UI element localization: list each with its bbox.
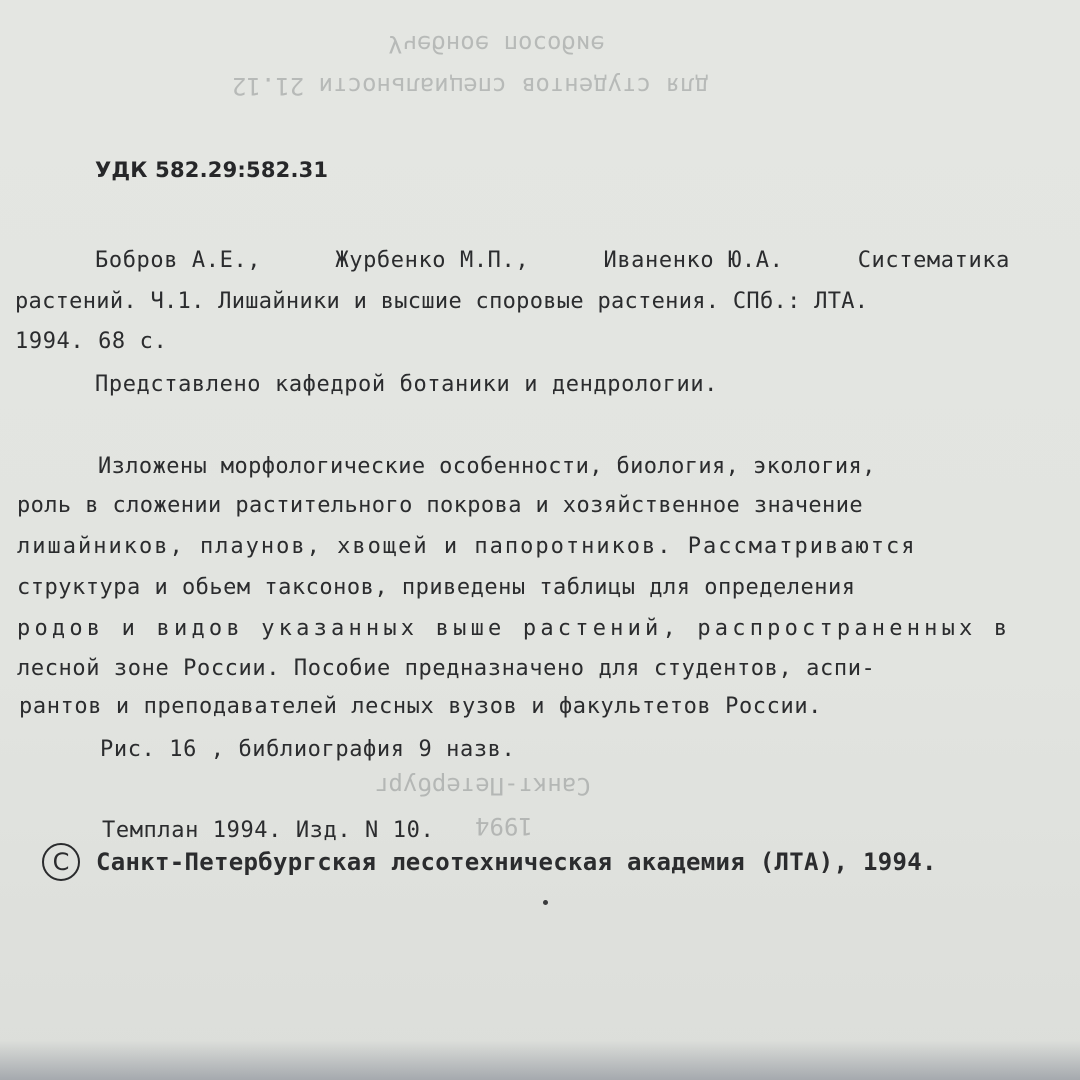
abstract-line-5: родов и видов указанных выше растений, распространенных в [17,616,1012,641]
department-note: Представлено кафедрой ботаники и дендрологии. [95,372,719,397]
templan-note: Темплан 1994. Изд. N 10. [102,818,435,843]
citation-line-1 [95,248,1010,273]
abstract-line-6: лесной зоне России. Пособие предназначено для студентов, аспи- [17,656,876,681]
citation-author-1: Бобров А.Е., [95,248,262,273]
copyright-icon: C [42,843,80,881]
citation-title-start: Систематика [857,248,1010,273]
ink-dot [543,900,548,905]
figures-bibliography: Рис. 16 , библиография 9 назв. [100,737,516,762]
citation-line-2: растений. Ч.1. Лишайники и высшие споровые растения. СПб.: ЛТА. [15,289,869,314]
abstract-line-2: роль в сложении растительного покрова и хозяйственное значение [17,493,863,518]
abstract-line-1: Изложены морфологические особенности, биология, экология, [98,454,876,479]
show-through-line-2: для студентов специальности 21.12 [232,72,709,100]
show-through-line-1: Учебное пособие [388,30,605,58]
abstract-line-7: рантов и преподавателей лесных вузов и факультетов России. [19,694,823,719]
show-through-line-3: Санкт-Петербург [374,772,591,800]
show-through-line-4: 1994 [475,812,533,840]
udk-code: УДК 582.29:582.31 [95,158,329,182]
abstract-line-3: лишайников, плаунов, хвощей и папоротников. Рассматриваются [17,534,917,559]
abstract-line-4: структура и обьем таксонов, приведены таблицы для определения [17,575,856,600]
copyright-text: Санкт-Петербургская лесотехническая академия (ЛТА), 1994. [96,848,937,876]
copyright-line [42,843,937,881]
citation-line-3: 1994. 68 с. [15,329,168,354]
page-edge-shadow [0,1040,1080,1080]
citation-author-2: Журбенко М.П., [335,248,530,273]
citation-author-3: Иваненко Ю.А. [603,248,784,273]
